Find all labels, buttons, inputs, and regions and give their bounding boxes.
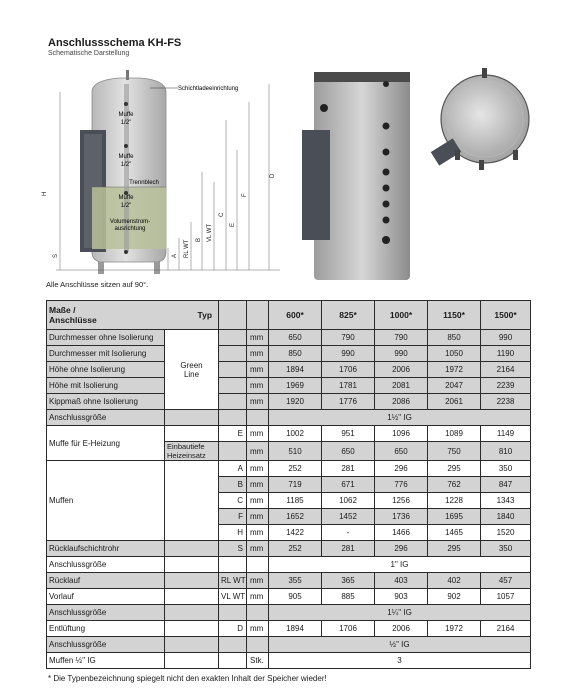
table-cell (219, 394, 247, 410)
table-cell: 1466 (375, 525, 428, 541)
side-tank-top (314, 72, 410, 82)
table-cell (219, 653, 247, 669)
table-cell: 2081 (375, 378, 428, 394)
table-cell: 850 (428, 330, 481, 346)
table-cell: 403 (375, 573, 428, 589)
table-cell: Durchmesser mit Isolierung (47, 346, 165, 362)
table-cell: 1465 (428, 525, 481, 541)
table-cell (165, 621, 219, 637)
table-cell: 1343 (481, 493, 531, 509)
table-cell: Anschlussgröße (47, 637, 165, 653)
tank-top-view (425, 64, 540, 184)
table-cell: 1185 (269, 493, 322, 509)
table-cell: 1840 (481, 509, 531, 525)
dim-D: D (270, 173, 276, 178)
table-cell: 1736 (375, 509, 428, 525)
table-cell: D (219, 621, 247, 637)
table-cell: 1422 (269, 525, 322, 541)
table-cell (165, 653, 219, 669)
table-cell: mm (247, 426, 269, 442)
table-cell: 1894 (269, 362, 322, 378)
table-cell: Höhe mit Isolierung (47, 378, 165, 394)
table-cell (165, 589, 219, 605)
table-cell: S (219, 541, 247, 557)
table-cell: B (219, 477, 247, 493)
tank-top-pipe (126, 70, 129, 80)
table-cell: 2006 (375, 362, 428, 378)
table-cell: VL WT (219, 589, 247, 605)
table-cell: 790 (375, 330, 428, 346)
table-cell: Anschlussgröße (47, 410, 165, 426)
table-cell: 810 (481, 442, 531, 461)
top-pipe-up (482, 68, 487, 78)
table-cell: Muffen ½" IG (47, 653, 165, 669)
table-row (47, 541, 531, 557)
table-cell: Vorlauf (47, 589, 165, 605)
table-cell (219, 330, 247, 346)
table-cell: 847 (481, 477, 531, 493)
table-cell (247, 605, 269, 621)
table-cell: 905 (269, 589, 322, 605)
table-cell: 2239 (481, 378, 531, 394)
table-cell: 1190 (481, 346, 531, 362)
dim-S: S (53, 253, 59, 258)
table-cell: 295 (428, 541, 481, 557)
table-cell (219, 442, 247, 461)
table-cell: Muffen (47, 461, 165, 541)
dim-C: C (219, 212, 225, 217)
table-cell: 1057 (481, 589, 531, 605)
table-cell: 365 (322, 573, 375, 589)
table-cell (165, 461, 219, 541)
table-cell: mm (247, 442, 269, 461)
table-cell (247, 410, 269, 426)
table-cell (219, 378, 247, 394)
table-cell: 350 (481, 541, 531, 557)
table-cell (219, 346, 247, 362)
table-row (47, 637, 531, 653)
table-cell: mm (247, 477, 269, 493)
label-half-1: 1/2" (120, 120, 132, 126)
table-cell: 776 (375, 477, 428, 493)
header-label-cell (47, 301, 219, 330)
tank-schematic (40, 62, 290, 280)
label-muffe-3: Muffe (118, 195, 134, 201)
label-half-2: 1/2" (120, 162, 132, 168)
dim-E: E (230, 222, 236, 227)
dim-VL-WT: VL WT (207, 223, 213, 242)
table-cell: - (322, 525, 375, 541)
table-cell: mm (247, 330, 269, 346)
muffe-dot-1 (124, 102, 128, 106)
table-cell: 1706 (322, 621, 375, 637)
table-row (47, 557, 531, 573)
label-half-3: 1/2" (120, 203, 132, 209)
table-cell: 2061 (428, 394, 481, 410)
table-cell: Kippmaß ohne Isolierung (47, 394, 165, 410)
table-cell: 1969 (269, 378, 322, 394)
dim-RL-WT: RL WT (184, 239, 190, 258)
label-muffe-2: Muffe (118, 154, 134, 160)
table-row (47, 605, 531, 621)
table-cell: 1776 (322, 394, 375, 410)
table-cell: mm (247, 378, 269, 394)
table-cell: C (219, 493, 247, 509)
table-cell: mm (247, 541, 269, 557)
table-cell: 402 (428, 573, 481, 589)
table-row (47, 653, 531, 669)
table-cell (219, 301, 247, 330)
table-cell: 1972 (428, 621, 481, 637)
table-cell: 1228 (428, 493, 481, 509)
table-cell: 885 (322, 589, 375, 605)
table-cell: 295 (428, 461, 481, 477)
table-cell: 2164 (481, 362, 531, 378)
page-title: Anschlussschema KH-FS (48, 37, 182, 49)
table-cell: 902 (428, 589, 481, 605)
dim-B: B (196, 237, 202, 242)
table-cell: Rücklauf (47, 573, 165, 589)
table-cell: 2086 (375, 394, 428, 410)
table-cell: Durchmesser ohne Isolierung (47, 330, 165, 346)
table-cell: Einbautiefe Heizeinsatz (165, 442, 219, 461)
table-cell: Anschlussgröße (47, 557, 165, 573)
label-volumenstrom-1: Volumenstrom- (109, 219, 151, 225)
table-cell (247, 557, 269, 573)
header-masse: Maße / (49, 305, 76, 315)
table-cell: 1781 (322, 378, 375, 394)
table-cell: 719 (269, 477, 322, 493)
table-header-row (47, 301, 531, 330)
table-cell: 350 (481, 461, 531, 477)
table-cell: 1149 (481, 426, 531, 442)
table-cell: 1050 (428, 346, 481, 362)
table-cell: Entlüftung (47, 621, 165, 637)
table-cell: 750 (428, 442, 481, 461)
footnote: * Die Typenbezeichnung spiegelt nicht den exakten Inhalt der Speicher wieder! (48, 674, 327, 683)
table-cell: 1894 (269, 621, 322, 637)
table-cell: 650 (375, 442, 428, 461)
muffe-dot-2 (124, 144, 128, 148)
header-anschluesse: Anschlüsse (49, 315, 97, 325)
table-cell: 1652 (269, 509, 322, 525)
table-cell: 281 (322, 461, 375, 477)
table-cell (219, 362, 247, 378)
table-cell: 1695 (428, 509, 481, 525)
table-cell: mm (247, 621, 269, 637)
table-cell: 951 (322, 426, 375, 442)
table-cell: 1520 (481, 525, 531, 541)
dim-A: A (172, 253, 178, 258)
table-cell: 650 (269, 330, 322, 346)
table-cell: 252 (269, 541, 322, 557)
table-cell: mm (247, 346, 269, 362)
label-schichtlade: Schichtladeeinrichtung (178, 86, 239, 92)
table-cell (165, 637, 219, 653)
table-cell: mm (247, 362, 269, 378)
tank-foot-left (98, 262, 104, 274)
connection-note: Alle Anschlüsse sitzen auf 90°. (46, 280, 149, 289)
table-row (47, 621, 531, 637)
tank-side-view (298, 68, 418, 284)
table-cell (219, 637, 247, 653)
spec-table (46, 300, 531, 669)
table-row (47, 362, 531, 378)
table-cell (165, 426, 219, 442)
table-cell: Rücklaufschichtrohr (47, 541, 165, 557)
table-cell: 1972 (428, 362, 481, 378)
table-cell: mm (247, 525, 269, 541)
table-cell: Anschlussgröße (47, 605, 165, 621)
table-cell: 252 (269, 461, 322, 477)
muffe-dot-4 (124, 250, 128, 254)
table-cell: ½" IG (269, 637, 531, 653)
table-cell: 1920 (269, 394, 322, 410)
table-cell: 296 (375, 541, 428, 557)
table-row (47, 573, 531, 589)
table-cell: 2006 (375, 621, 428, 637)
table-cell: 3 (269, 653, 531, 669)
table-cell: 510 (269, 442, 322, 461)
table-cell (165, 557, 219, 573)
table-row (47, 426, 531, 442)
table-cell: A (219, 461, 247, 477)
table-cell: E (219, 426, 247, 442)
table-row (47, 346, 531, 362)
table-cell: 1096 (375, 426, 428, 442)
table-cell (165, 410, 219, 426)
table-cell: 457 (481, 573, 531, 589)
table-cell: 2164 (481, 621, 531, 637)
dim-F: F (242, 193, 248, 197)
table-cell (165, 573, 219, 589)
header-size-1000: 1000* (375, 301, 428, 330)
table-cell: 1256 (375, 493, 428, 509)
table-cell: Höhe ohne Isolierung (47, 362, 165, 378)
label-muffe-1: Muffe (118, 112, 134, 118)
table-cell: 296 (375, 461, 428, 477)
table-cell: 1706 (322, 362, 375, 378)
table-cell: 2238 (481, 394, 531, 410)
table-cell: 1062 (322, 493, 375, 509)
table-cell: mm (247, 461, 269, 477)
table-cell: 990 (322, 346, 375, 362)
table-cell: 1452 (322, 509, 375, 525)
table-cell: Stk. (247, 653, 269, 669)
table-cell (219, 605, 247, 621)
header-typ: Typ (197, 310, 213, 320)
table-cell: 790 (322, 330, 375, 346)
table-cell: F (219, 509, 247, 525)
tank-foot-right (154, 262, 160, 274)
table-cell (247, 301, 269, 330)
table-row (47, 410, 531, 426)
table-cell: 1" IG (269, 557, 531, 573)
table-cell: 990 (375, 346, 428, 362)
table-cell: 990 (481, 330, 531, 346)
table-cell: Muffe für E-Heizung (47, 426, 165, 461)
table-cell: 355 (269, 573, 322, 589)
dim-H: H (42, 191, 48, 196)
header-size-1150: 1150* (428, 301, 481, 330)
table-cell: 281 (322, 541, 375, 557)
table-cell: 1¼" IG (269, 605, 531, 621)
header-size-600: 600* (269, 301, 322, 330)
table-cell: mm (247, 493, 269, 509)
table-cell: 1089 (428, 426, 481, 442)
table-cell: 1002 (269, 426, 322, 442)
table-cell: 850 (269, 346, 322, 362)
table-cell: mm (247, 394, 269, 410)
table-cell: 650 (322, 442, 375, 461)
table-cell: 903 (375, 589, 428, 605)
table-cell: 2047 (428, 378, 481, 394)
table-row (47, 378, 531, 394)
page-subtitle: Schematische Darstellung (48, 50, 130, 57)
table-cell: 762 (428, 477, 481, 493)
table-row (47, 589, 531, 605)
green-line-cell: Green Line (165, 330, 219, 410)
side-heat-exchanger (302, 130, 330, 240)
table-cell: mm (247, 589, 269, 605)
table-cell: mm (247, 573, 269, 589)
table-cell: mm (247, 509, 269, 525)
label-trennblech: Trennblech (129, 180, 159, 186)
table-row (47, 394, 531, 410)
table-cell (219, 557, 247, 573)
table-cell: RL WT (219, 573, 247, 589)
table-cell (219, 410, 247, 426)
table-cell: H (219, 525, 247, 541)
table-row (47, 330, 531, 346)
table-cell (165, 605, 219, 621)
table-cell: 671 (322, 477, 375, 493)
table-cell: 1½" IG (269, 410, 531, 426)
table-cell (165, 541, 219, 557)
table-row (47, 461, 531, 477)
table-cell (247, 637, 269, 653)
label-volumenstrom-2: ausrichtung (114, 226, 146, 232)
header-size-1500: 1500* (481, 301, 531, 330)
header-size-825: 825* (322, 301, 375, 330)
